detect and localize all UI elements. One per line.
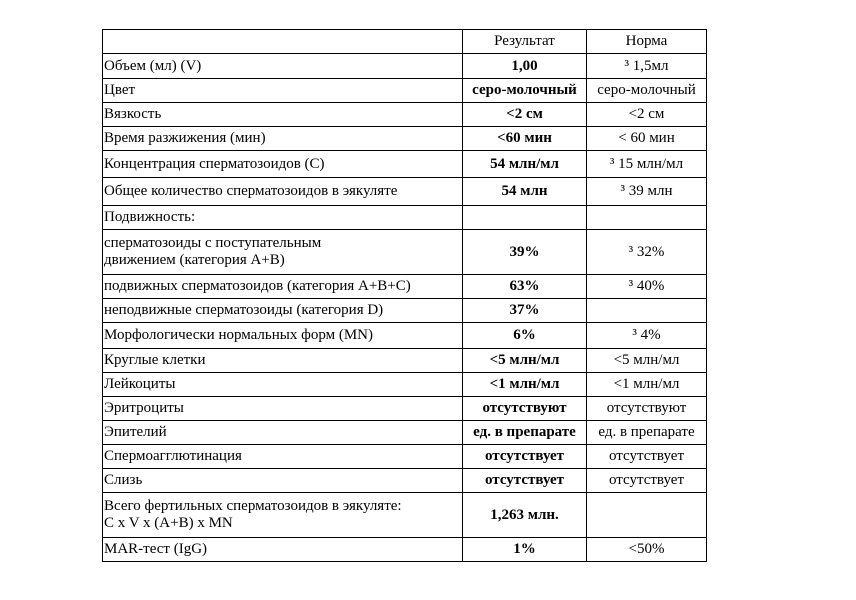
param-cell: Подвижность: bbox=[103, 206, 463, 230]
param-line: Всего фертильных сперматозоидов в эякуляте: bbox=[104, 498, 402, 514]
norm-cell: отсутствует bbox=[587, 445, 707, 469]
param-cell bbox=[103, 230, 463, 275]
norm-cell bbox=[587, 493, 707, 538]
result-cell: отсутствует bbox=[463, 445, 587, 469]
param-line: C x V x (A+B) x MN bbox=[104, 515, 233, 531]
norm-cell: <5 млн/мл bbox=[587, 349, 707, 373]
param-cell: Вязкость bbox=[103, 103, 463, 127]
table-row bbox=[103, 323, 707, 349]
norm-cell: ³ 40% bbox=[587, 275, 707, 299]
table-row bbox=[103, 151, 707, 178]
table-row bbox=[103, 178, 707, 206]
result-cell: <2 см bbox=[463, 103, 587, 127]
norm-cell: отсутствует bbox=[587, 469, 707, 493]
table-row bbox=[103, 230, 707, 275]
result-cell: 63% bbox=[463, 275, 587, 299]
norm-cell: ³ 1,5мл bbox=[587, 54, 707, 79]
norm-cell: ³ 15 млн/мл bbox=[587, 151, 707, 178]
result-cell: 1,00 bbox=[463, 54, 587, 79]
norm-cell bbox=[587, 206, 707, 230]
result-cell: 6% bbox=[463, 323, 587, 349]
result-cell: <60 мин bbox=[463, 127, 587, 151]
table-row bbox=[103, 103, 707, 127]
param-cell: неподвижные сперматозоиды (категория D) bbox=[103, 299, 463, 323]
table-row bbox=[103, 445, 707, 469]
result-cell: 1,263 млн. bbox=[463, 493, 587, 538]
result-cell: 39% bbox=[463, 230, 587, 275]
param-cell: MAR-тест (IgG) bbox=[103, 538, 463, 562]
param-cell: Цвет bbox=[103, 79, 463, 103]
norm-cell: <1 млн/мл bbox=[587, 373, 707, 397]
table-header-row bbox=[103, 30, 707, 54]
norm-cell: <50% bbox=[587, 538, 707, 562]
header-result-cell: Результат bbox=[463, 30, 587, 54]
table-row bbox=[103, 493, 707, 538]
result-cell: <1 млн/мл bbox=[463, 373, 587, 397]
table-row bbox=[103, 397, 707, 421]
norm-cell: серо-молочный bbox=[587, 79, 707, 103]
norm-cell: ед. в препарате bbox=[587, 421, 707, 445]
table-row bbox=[103, 299, 707, 323]
param-cell: подвижных сперматозоидов (категория A+B+C) bbox=[103, 275, 463, 299]
table-row bbox=[103, 421, 707, 445]
norm-cell: <2 см bbox=[587, 103, 707, 127]
param-cell: Слизь bbox=[103, 469, 463, 493]
norm-cell: ³ 39 млн bbox=[587, 178, 707, 206]
norm-cell: < 60 мин bbox=[587, 127, 707, 151]
norm-cell: ³ 4% bbox=[587, 323, 707, 349]
result-cell: 1% bbox=[463, 538, 587, 562]
norm-cell: отсутствуют bbox=[587, 397, 707, 421]
norm-cell: ³ 32% bbox=[587, 230, 707, 275]
table-row bbox=[103, 275, 707, 299]
result-cell: отсутствует bbox=[463, 469, 587, 493]
result-cell: 54 млн bbox=[463, 178, 587, 206]
table-row bbox=[103, 206, 707, 230]
param-cell: Время разжижения (мин) bbox=[103, 127, 463, 151]
param-cell: Концентрация сперматозоидов (С) bbox=[103, 151, 463, 178]
table-row bbox=[103, 127, 707, 151]
param-line: движением (категория A+B) bbox=[104, 252, 285, 268]
result-cell: 37% bbox=[463, 299, 587, 323]
result-cell: 54 млн/мл bbox=[463, 151, 587, 178]
param-cell: Общее количество сперматозоидов в эякуляте bbox=[103, 178, 463, 206]
param-cell: Эритроциты bbox=[103, 397, 463, 421]
param-line: сперматозоиды с поступательным bbox=[104, 235, 322, 251]
semen-analysis-table bbox=[102, 29, 707, 562]
result-cell: <5 млн/мл bbox=[463, 349, 587, 373]
table-row bbox=[103, 79, 707, 103]
table-row bbox=[103, 469, 707, 493]
result-cell: ед. в препарате bbox=[463, 421, 587, 445]
result-cell: отсутствуют bbox=[463, 397, 587, 421]
table-row bbox=[103, 54, 707, 79]
table-row bbox=[103, 538, 707, 562]
table-row bbox=[103, 349, 707, 373]
header-param-cell bbox=[103, 30, 463, 54]
param-cell bbox=[103, 493, 463, 538]
param-cell: Спермоагглютинация bbox=[103, 445, 463, 469]
param-cell: Морфологически нормальных форм (MN) bbox=[103, 323, 463, 349]
table-row bbox=[103, 373, 707, 397]
param-cell: Лейкоциты bbox=[103, 373, 463, 397]
result-cell: серо-молочный bbox=[463, 79, 587, 103]
param-cell: Объем (мл) (V) bbox=[103, 54, 463, 79]
result-cell bbox=[463, 206, 587, 230]
param-cell: Круглые клетки bbox=[103, 349, 463, 373]
norm-cell bbox=[587, 299, 707, 323]
header-norm-cell: Норма bbox=[587, 30, 707, 54]
param-cell: Эпителий bbox=[103, 421, 463, 445]
